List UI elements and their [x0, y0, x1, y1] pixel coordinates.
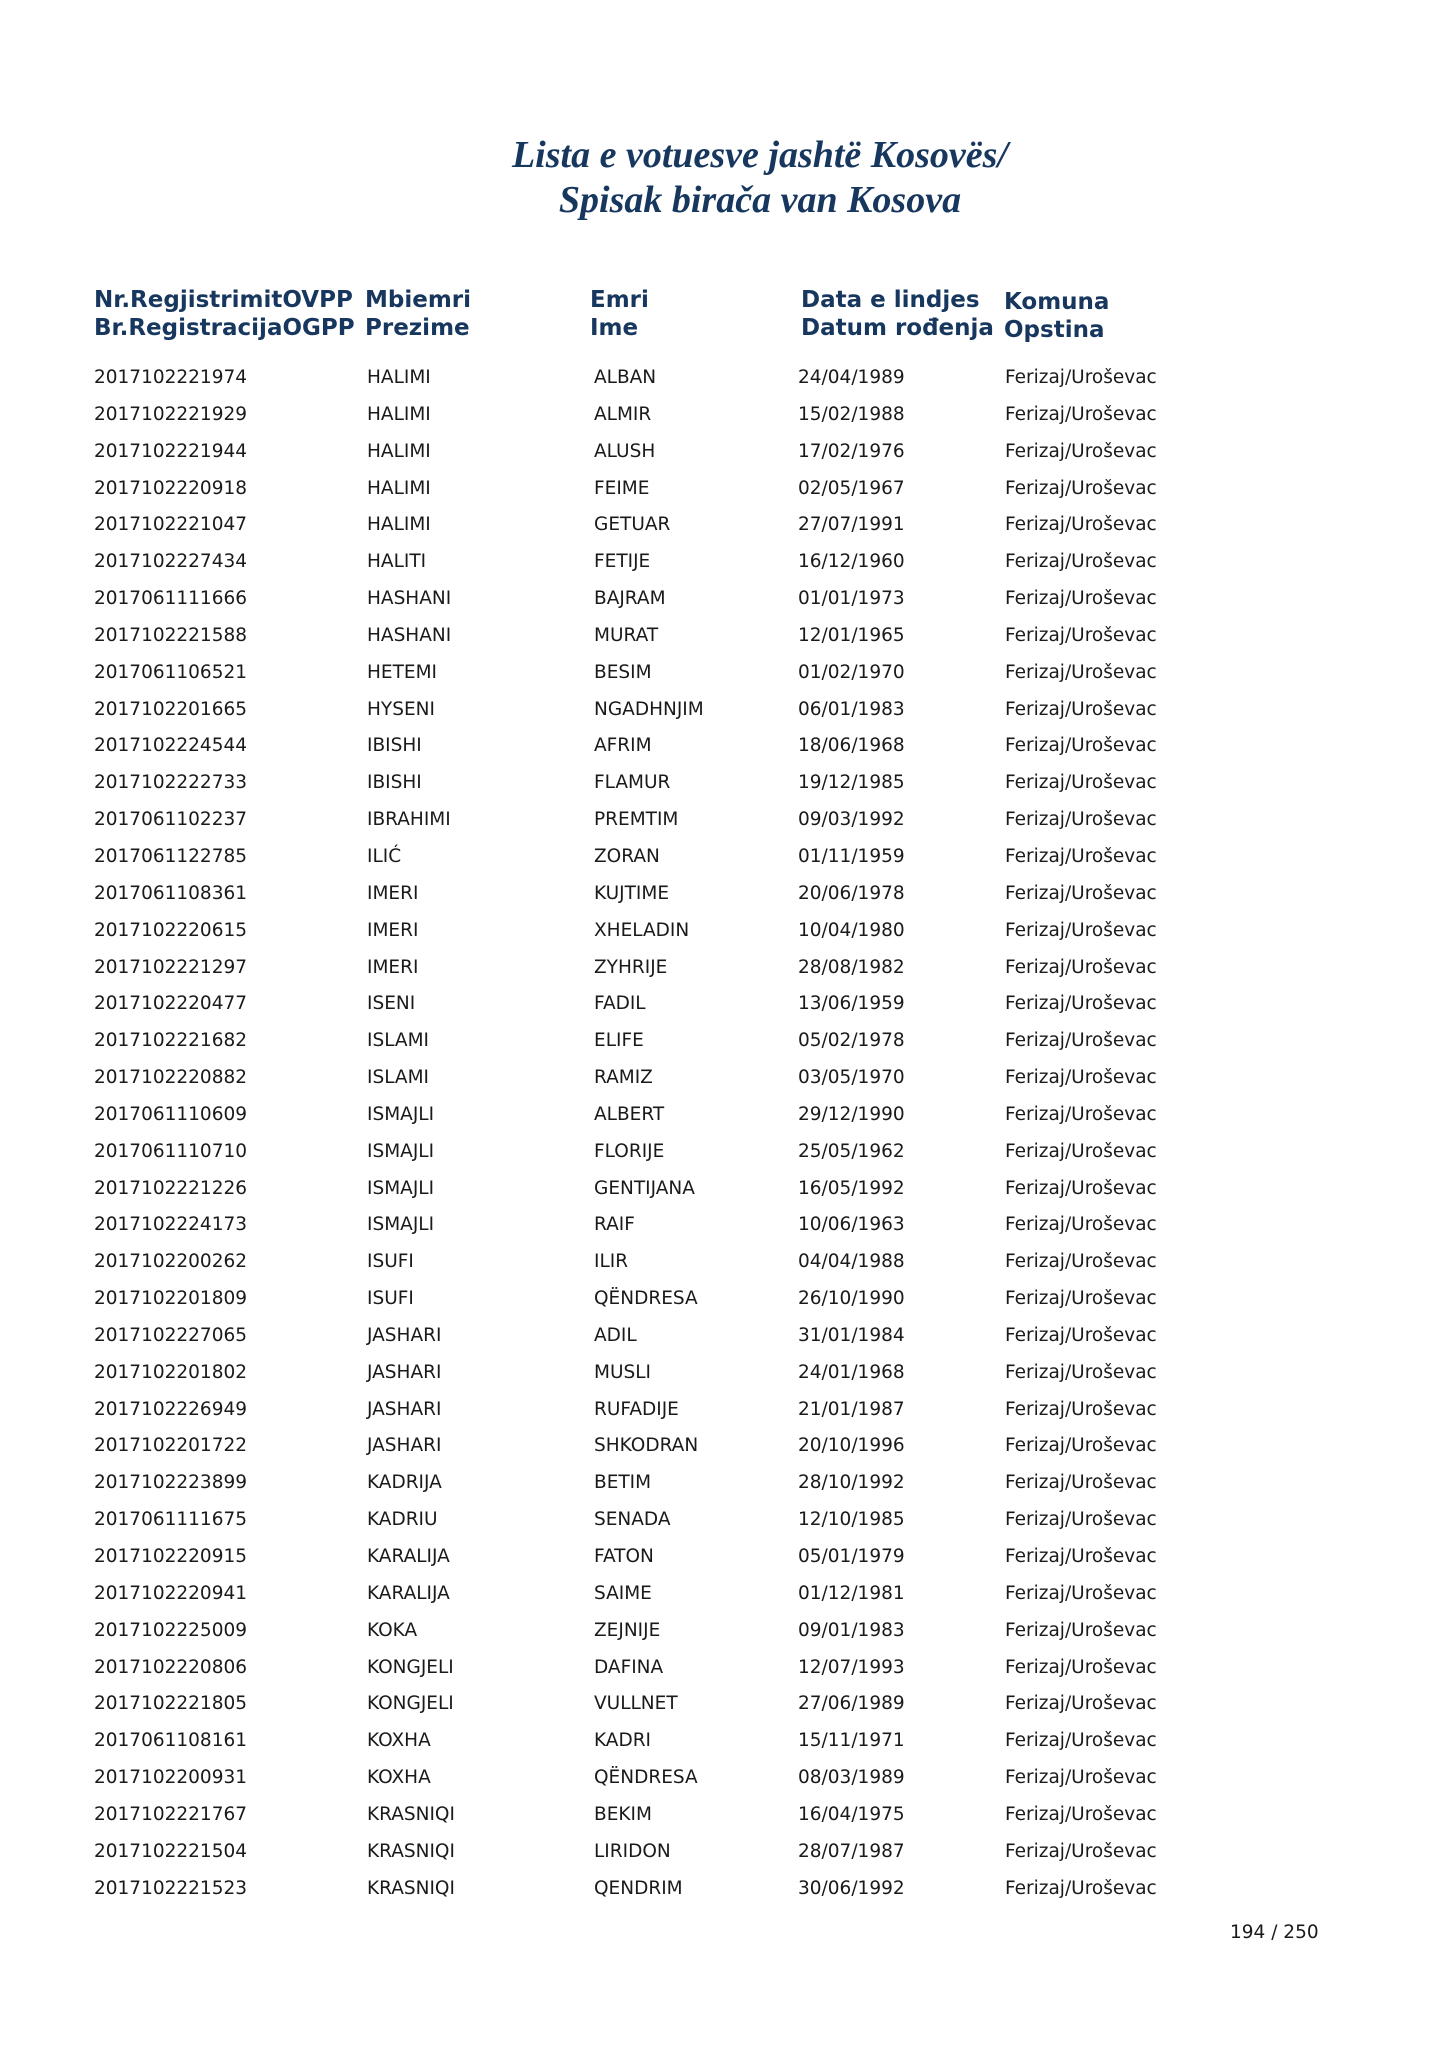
cell-registration-number: 2017102224173	[94, 1214, 248, 1236]
cell-birth-date: 06/01/1983	[798, 698, 905, 720]
cell-municipality: Ferizaj/Uroševac	[1005, 1693, 1157, 1715]
cell-registration-number: 2017102221929	[94, 403, 248, 425]
cell-surname: JASHARI	[367, 1435, 442, 1457]
cell-surname: KOKA	[367, 1619, 418, 1641]
cell-municipality: Ferizaj/Uroševac	[1005, 1398, 1157, 1420]
cell-surname: HALIMI	[367, 367, 431, 388]
table-row	[0, 950, 1448, 987]
cell-municipality: Ferizaj/Uroševac	[1005, 1140, 1157, 1162]
cell-birth-date: 10/04/1980	[798, 919, 905, 941]
cell-first-name: KADRI	[594, 1730, 652, 1752]
cell-surname: KONGJELI	[367, 1656, 454, 1678]
column-header-name-sr: Ime	[590, 315, 639, 341]
cell-birth-date: 30/06/1992	[798, 1877, 905, 1899]
column-header-registration	[94, 286, 355, 342]
cell-municipality: Ferizaj/Uroševac	[1005, 845, 1157, 867]
cell-registration-number: 2017102221682	[94, 1030, 248, 1052]
cell-municipality: Ferizaj/Uroševac	[1005, 993, 1157, 1015]
cell-first-name: AFRIM	[594, 735, 652, 757]
cell-municipality: Ferizaj/Uroševac	[1005, 624, 1157, 646]
cell-registration-number: 2017102221523	[94, 1877, 248, 1899]
cell-registration-number: 2017061108361	[94, 882, 248, 904]
cell-surname: ISUFI	[367, 1251, 414, 1273]
table-row	[0, 1097, 1448, 1134]
cell-municipality: Ferizaj/Uroševac	[1005, 1877, 1157, 1899]
cell-birth-date: 20/10/1996	[798, 1435, 905, 1457]
cell-registration-number: 2017102221974	[94, 367, 248, 388]
cell-municipality: Ferizaj/Uroševac	[1005, 698, 1157, 720]
cell-surname: JASHARI	[367, 1324, 442, 1346]
cell-surname: HETEMI	[367, 661, 438, 683]
cell-birth-date: 31/01/1984	[798, 1324, 905, 1346]
cell-municipality: Ferizaj/Uroševac	[1005, 1803, 1157, 1825]
cell-surname: ISLAMI	[367, 1030, 430, 1052]
cell-registration-number: 2017102221767	[94, 1803, 248, 1825]
cell-municipality: Ferizaj/Uroševac	[1005, 1767, 1157, 1789]
cell-birth-date: 04/04/1988	[798, 1251, 905, 1273]
cell-municipality: Ferizaj/Uroševac	[1005, 1509, 1157, 1531]
cell-first-name: FLAMUR	[594, 772, 671, 794]
column-header-municipality-sr: Opstina	[1004, 317, 1105, 343]
cell-first-name: ZYHRIJE	[594, 956, 668, 978]
cell-municipality: Ferizaj/Uroševac	[1005, 956, 1157, 978]
table-row	[0, 655, 1448, 692]
table-row	[0, 802, 1448, 839]
cell-registration-number: 2017102200931	[94, 1767, 248, 1789]
cell-surname: HASHANI	[367, 624, 452, 646]
column-header-registration-sr: Br.RegistracijaOGPP	[94, 315, 355, 341]
cell-registration-number: 2017102227434	[94, 551, 248, 573]
cell-birth-date: 12/07/1993	[798, 1656, 905, 1678]
cell-surname: IBRAHIMI	[367, 809, 451, 831]
table-row	[0, 1355, 1448, 1392]
cell-surname: IBISHI	[367, 772, 422, 794]
cell-birth-date: 02/05/1967	[798, 477, 905, 499]
cell-birth-date: 18/06/1968	[798, 735, 905, 757]
cell-birth-date: 01/12/1981	[798, 1582, 905, 1604]
cell-first-name: VULLNET	[594, 1693, 678, 1715]
cell-first-name: ELIFE	[594, 1030, 644, 1052]
page-title-line-2: Spisak birača van Kosova	[558, 179, 962, 221]
cell-first-name: RUFADIJE	[594, 1398, 679, 1420]
cell-birth-date: 01/01/1973	[798, 588, 905, 610]
cell-municipality: Ferizaj/Uroševac	[1005, 440, 1157, 462]
cell-municipality: Ferizaj/Uroševac	[1005, 1582, 1157, 1604]
cell-surname: IMERI	[367, 882, 419, 904]
column-header-name-sq: Emri	[590, 287, 649, 313]
column-header-registration-sq: Nr.RegjistrimitOVPP	[94, 287, 353, 313]
table-row	[0, 397, 1448, 434]
cell-surname: KRASNIQI	[367, 1803, 455, 1825]
cell-registration-number: 2017102221805	[94, 1693, 248, 1715]
cell-registration-number: 2017102223899	[94, 1472, 248, 1494]
cell-birth-date: 09/03/1992	[798, 809, 905, 831]
cell-municipality: Ferizaj/Uroševac	[1005, 403, 1157, 425]
cell-registration-number: 2017102201722	[94, 1435, 248, 1457]
table-row	[0, 913, 1448, 950]
cell-birth-date: 21/01/1987	[798, 1398, 905, 1420]
cell-surname: ISMAJLI	[367, 1177, 435, 1199]
cell-registration-number: 2017102201802	[94, 1361, 248, 1383]
cell-registration-number: 2017102220806	[94, 1656, 248, 1678]
table-row	[0, 765, 1448, 802]
table-row	[0, 1134, 1448, 1171]
cell-municipality: Ferizaj/Uroševac	[1005, 1361, 1157, 1383]
cell-registration-number: 2017061111675	[94, 1509, 248, 1531]
cell-municipality: Ferizaj/Uroševac	[1005, 661, 1157, 683]
cell-birth-date: 15/11/1971	[798, 1730, 905, 1752]
cell-first-name: RAMIZ	[594, 1067, 653, 1089]
cell-municipality: Ferizaj/Uroševac	[1005, 1619, 1157, 1641]
cell-first-name: RAIF	[594, 1214, 635, 1236]
table-row	[0, 1318, 1448, 1355]
cell-birth-date: 29/12/1990	[798, 1103, 905, 1125]
cell-municipality: Ferizaj/Uroševac	[1005, 1288, 1157, 1310]
cell-registration-number: 2017102221504	[94, 1840, 248, 1862]
cell-registration-number: 2017102220941	[94, 1582, 248, 1604]
cell-birth-date: 26/10/1990	[798, 1288, 905, 1310]
cell-first-name: LIRIDON	[594, 1840, 671, 1862]
cell-municipality: Ferizaj/Uroševac	[1005, 1546, 1157, 1567]
cell-registration-number: 2017102221297	[94, 956, 248, 978]
cell-first-name: QENDRIM	[594, 1877, 683, 1899]
cell-registration-number: 2017102220915	[94, 1546, 248, 1567]
cell-birth-date: 25/05/1962	[798, 1140, 905, 1162]
table-row	[0, 1576, 1448, 1613]
cell-first-name: SHKODRAN	[594, 1435, 699, 1457]
table-row	[0, 544, 1448, 581]
cell-registration-number: 2017102225009	[94, 1619, 248, 1641]
cell-municipality: Ferizaj/Uroševac	[1005, 882, 1157, 904]
cell-first-name: BAJRAM	[594, 588, 666, 610]
cell-registration-number: 2017102220918	[94, 477, 248, 499]
cell-surname: ISLAMI	[367, 1067, 430, 1089]
cell-birth-date: 12/01/1965	[798, 624, 905, 646]
table-row	[0, 507, 1448, 544]
cell-registration-number: 2017061108161	[94, 1730, 248, 1752]
cell-birth-date: 16/05/1992	[798, 1177, 905, 1199]
cell-first-name: ALUSH	[594, 440, 656, 462]
cell-first-name: DAFINA	[594, 1656, 664, 1678]
cell-surname: ISMAJLI	[367, 1214, 435, 1236]
cell-birth-date: 15/02/1988	[798, 403, 905, 425]
cell-municipality: Ferizaj/Uroševac	[1005, 1030, 1157, 1052]
table-row	[0, 434, 1448, 471]
cell-first-name: GETUAR	[594, 514, 671, 536]
cell-birth-date: 01/02/1970	[798, 661, 905, 683]
table-row	[0, 1060, 1448, 1097]
cell-first-name: ALMIR	[594, 403, 652, 425]
table-row	[0, 1392, 1448, 1429]
table-row	[0, 1613, 1448, 1650]
cell-first-name: GENTIJANA	[594, 1177, 695, 1199]
cell-municipality: Ferizaj/Uroševac	[1005, 809, 1157, 831]
cell-registration-number: 2017102221226	[94, 1177, 248, 1199]
table-row	[0, 618, 1448, 655]
table-row	[0, 728, 1448, 765]
cell-registration-number: 2017102220882	[94, 1067, 248, 1089]
cell-surname: JASHARI	[367, 1361, 442, 1383]
cell-surname: KRASNIQI	[367, 1877, 455, 1899]
cell-birth-date: 09/01/1983	[798, 1619, 905, 1641]
cell-first-name: KUJTIME	[594, 882, 670, 904]
table-row	[0, 1650, 1448, 1687]
cell-first-name: FETIJE	[594, 551, 651, 573]
cell-first-name: PREMTIM	[594, 809, 679, 831]
cell-municipality: Ferizaj/Uroševac	[1005, 588, 1157, 610]
cell-municipality: Ferizaj/Uroševac	[1005, 1324, 1157, 1346]
table-row	[0, 1023, 1448, 1060]
table-row	[0, 1502, 1448, 1539]
cell-registration-number: 2017102221944	[94, 440, 248, 462]
column-header-birthdate-sr: Datum rođenja	[801, 315, 994, 341]
cell-registration-number: 2017102220477	[94, 993, 248, 1015]
cell-surname: KARALIJA	[367, 1582, 450, 1604]
cell-surname: KADRIU	[367, 1509, 438, 1531]
cell-municipality: Ferizaj/Uroševac	[1005, 477, 1157, 499]
cell-first-name: SENADA	[594, 1509, 671, 1531]
cell-birth-date: 24/01/1968	[798, 1361, 905, 1383]
cell-birth-date: 16/12/1960	[798, 551, 905, 573]
cell-first-name: ADIL	[594, 1324, 637, 1346]
cell-surname: HYSENI	[367, 698, 435, 720]
cell-birth-date: 27/06/1989	[798, 1693, 905, 1715]
cell-surname: KADRIJA	[367, 1472, 442, 1494]
table-row	[0, 876, 1448, 913]
cell-first-name: ZORAN	[594, 845, 660, 867]
table-row	[0, 986, 1448, 1023]
cell-registration-number: 2017061122785	[94, 845, 248, 867]
cell-first-name: NGADHNJIM	[594, 698, 704, 720]
cell-registration-number: 2017102221588	[94, 624, 248, 646]
cell-municipality: Ferizaj/Uroševac	[1005, 1103, 1157, 1125]
page-title	[0, 133, 1448, 223]
table-row	[0, 1723, 1448, 1760]
column-header-surname-sq: Mbiemri	[365, 287, 472, 313]
cell-registration-number: 2017061110609	[94, 1103, 248, 1125]
cell-first-name: BETIM	[594, 1472, 652, 1494]
cell-first-name: QËNDRESA	[594, 1767, 698, 1789]
cell-first-name: QËNDRESA	[594, 1288, 698, 1310]
cell-municipality: Ferizaj/Uroševac	[1005, 735, 1157, 757]
cell-birth-date: 24/04/1989	[798, 367, 905, 388]
cell-birth-date: 20/06/1978	[798, 882, 905, 904]
table-row	[0, 1760, 1448, 1797]
cell-registration-number: 2017061102237	[94, 809, 248, 831]
cell-first-name: FEIME	[594, 477, 650, 499]
cell-first-name: ZEJNIJE	[594, 1619, 661, 1641]
cell-municipality: Ferizaj/Uroševac	[1005, 514, 1157, 536]
table-row	[0, 1207, 1448, 1244]
cell-surname: ISMAJLI	[367, 1103, 435, 1125]
cell-first-name: FATON	[594, 1546, 654, 1567]
cell-surname: HALITI	[367, 551, 427, 573]
table-row	[0, 581, 1448, 618]
cell-municipality: Ferizaj/Uroševac	[1005, 772, 1157, 794]
cell-surname: JASHARI	[367, 1398, 442, 1420]
column-header-name	[590, 286, 649, 342]
cell-municipality: Ferizaj/Uroševac	[1005, 1214, 1157, 1236]
cell-municipality: Ferizaj/Uroševac	[1005, 551, 1157, 573]
cell-birth-date: 05/01/1979	[798, 1546, 905, 1567]
cell-registration-number: 2017102226949	[94, 1398, 248, 1420]
cell-first-name: SAIME	[594, 1582, 652, 1604]
cell-birth-date: 10/06/1963	[798, 1214, 905, 1236]
cell-birth-date: 05/02/1978	[798, 1030, 905, 1052]
table-row	[0, 1797, 1448, 1834]
cell-municipality: Ferizaj/Uroševac	[1005, 1840, 1157, 1862]
cell-registration-number: 2017102224544	[94, 735, 248, 757]
cell-first-name: ALBERT	[594, 1103, 665, 1125]
table-row	[0, 839, 1448, 876]
cell-registration-number: 2017102201809	[94, 1288, 248, 1310]
cell-municipality: Ferizaj/Uroševac	[1005, 1435, 1157, 1457]
table-row	[0, 692, 1448, 729]
cell-first-name: ILIR	[594, 1251, 629, 1273]
column-header-surname	[365, 286, 471, 342]
cell-surname: KRASNIQI	[367, 1840, 455, 1862]
cell-birth-date: 12/10/1985	[798, 1509, 905, 1531]
cell-surname: ISMAJLI	[367, 1140, 435, 1162]
cell-municipality: Ferizaj/Uroševac	[1005, 1656, 1157, 1678]
cell-birth-date: 28/07/1987	[798, 1840, 905, 1862]
cell-surname: IMERI	[367, 919, 419, 941]
cell-registration-number: 2017102222733	[94, 772, 248, 794]
cell-birth-date: 28/08/1982	[798, 956, 905, 978]
column-header-municipality	[1004, 288, 1109, 344]
cell-birth-date: 17/02/1976	[798, 440, 905, 462]
column-header-birthdate	[801, 286, 994, 342]
cell-registration-number: 2017102220615	[94, 919, 248, 941]
cell-surname: HASHANI	[367, 588, 452, 610]
cell-registration-number: 2017061110710	[94, 1140, 248, 1162]
cell-first-name: BESIM	[594, 661, 652, 683]
cell-surname: KOXHA	[367, 1767, 431, 1789]
cell-registration-number: 2017102200262	[94, 1251, 248, 1273]
cell-first-name: MURAT	[594, 624, 659, 646]
cell-birth-date: 13/06/1959	[798, 993, 905, 1015]
cell-municipality: Ferizaj/Uroševac	[1005, 919, 1157, 941]
page-number: 194 / 250	[1230, 1922, 1319, 1943]
cell-surname: IMERI	[367, 956, 419, 978]
cell-birth-date: 19/12/1985	[798, 772, 905, 794]
table-row	[0, 1834, 1448, 1871]
cell-municipality: Ferizaj/Uroševac	[1005, 1251, 1157, 1273]
cell-birth-date: 08/03/1989	[798, 1767, 905, 1789]
cell-surname: ILIĆ	[367, 845, 402, 867]
table-row	[0, 471, 1448, 508]
cell-birth-date: 03/05/1970	[798, 1067, 905, 1089]
cell-first-name: BEKIM	[594, 1803, 652, 1825]
cell-surname: ISUFI	[367, 1288, 414, 1310]
cell-surname: KARALIJA	[367, 1546, 450, 1567]
voter-table-body	[0, 360, 1448, 1907]
cell-municipality: Ferizaj/Uroševac	[1005, 367, 1157, 388]
cell-registration-number: 2017102221047	[94, 514, 248, 536]
cell-registration-number: 2017102201665	[94, 698, 248, 720]
cell-first-name: MUSLI	[594, 1361, 652, 1383]
cell-surname: IBISHI	[367, 735, 422, 757]
cell-surname: HALIMI	[367, 403, 431, 425]
cell-surname: HALIMI	[367, 477, 431, 499]
cell-municipality: Ferizaj/Uroševac	[1005, 1472, 1157, 1494]
cell-first-name: XHELADIN	[594, 919, 690, 941]
table-row	[0, 360, 1448, 397]
table-row	[0, 1244, 1448, 1281]
cell-municipality: Ferizaj/Uroševac	[1005, 1067, 1157, 1089]
cell-municipality: Ferizaj/Uroševac	[1005, 1730, 1157, 1752]
column-header-municipality-sq: Komuna	[1004, 289, 1110, 315]
cell-surname: ISENI	[367, 993, 416, 1015]
cell-first-name: FLORIJE	[594, 1140, 665, 1162]
cell-birth-date: 01/11/1959	[798, 845, 905, 867]
table-row	[0, 1171, 1448, 1208]
column-header-birthdate-sq: Data e lindjes	[801, 287, 980, 313]
page-title-line-1: Lista e votuesve jashtë Kosovës/	[511, 134, 1009, 176]
table-row	[0, 1871, 1448, 1908]
cell-registration-number: 2017061111666	[94, 588, 248, 610]
cell-surname: HALIMI	[367, 514, 431, 536]
cell-registration-number: 2017102227065	[94, 1324, 248, 1346]
cell-surname: KOXHA	[367, 1730, 431, 1752]
table-row	[0, 1281, 1448, 1318]
cell-first-name: ALBAN	[594, 367, 657, 388]
cell-registration-number: 2017061106521	[94, 661, 248, 683]
cell-first-name: FADIL	[594, 993, 646, 1015]
cell-birth-date: 27/07/1991	[798, 514, 905, 536]
table-row	[0, 1686, 1448, 1723]
cell-municipality: Ferizaj/Uroševac	[1005, 1177, 1157, 1199]
cell-surname: KONGJELI	[367, 1693, 454, 1715]
table-row	[0, 1539, 1448, 1576]
column-header-surname-sr: Prezime	[365, 315, 470, 341]
cell-birth-date: 16/04/1975	[798, 1803, 905, 1825]
table-row	[0, 1428, 1448, 1465]
cell-surname: HALIMI	[367, 440, 431, 462]
cell-birth-date: 28/10/1992	[798, 1472, 905, 1494]
table-row	[0, 1465, 1448, 1502]
